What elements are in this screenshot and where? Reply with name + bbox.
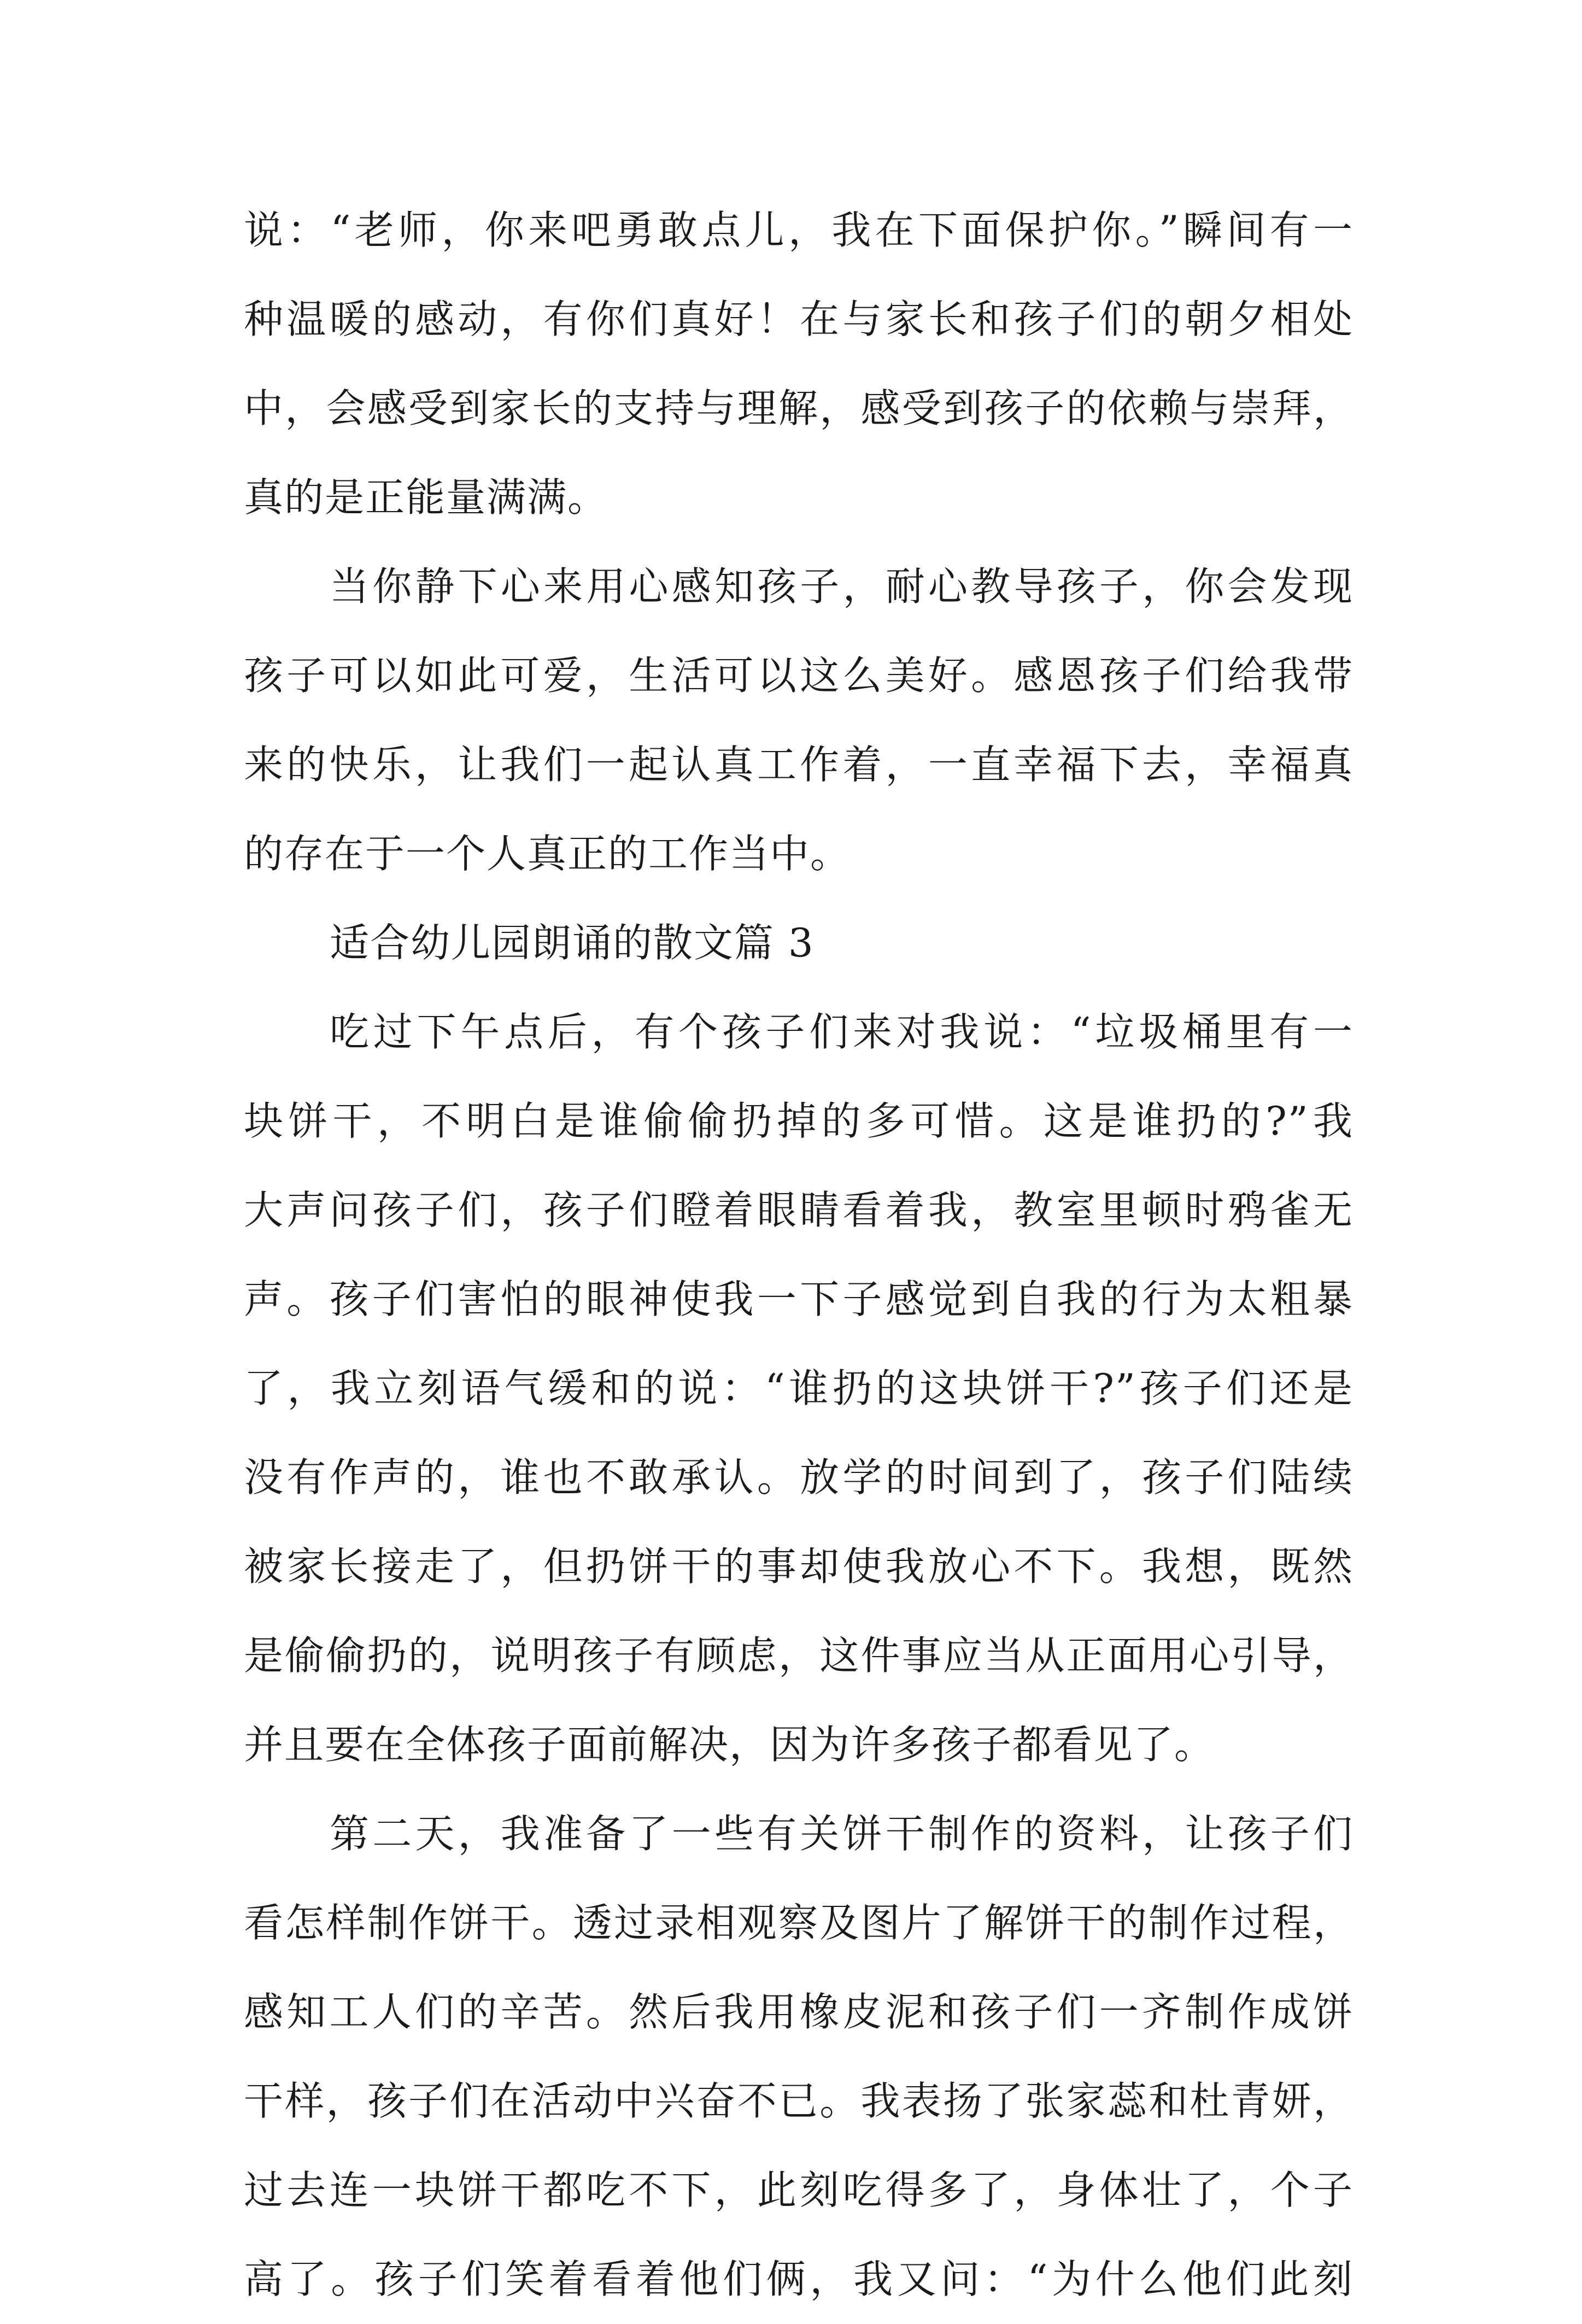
paragraph: [244, 186, 1354, 542]
text-line: 真的是正能量满满。: [244, 474, 608, 520]
text-line: 说：“老师，你来吧勇敢点儿，我在下面保护你。”瞬间有一: [244, 207, 1354, 253]
paragraph: [244, 988, 1354, 1789]
text-line: 被家长接走了，但扔饼干的事却使我放心不下。我想，既然: [244, 1544, 1354, 1589]
document-body: [244, 186, 1354, 2324]
text-line: 大声问孩子们，孩子们瞪着眼睛看着我，教室里顿时鸦雀无: [244, 1187, 1354, 1233]
text-line: 是偷偷扔的，说明孩子有顾虑，这件事应当从正面用心引导，: [244, 1633, 1354, 1679]
text-line: 干样，孩子们在活动中兴奋不已。我表扬了张家蕊和杜青妍，: [244, 2078, 1354, 2124]
text-line: 孩子可以如此可爱，生活可以这么美好。感恩孩子们给我带: [244, 653, 1354, 699]
text-line: 没有作声的，谁也不敢承认。放学的时间到了，孩子们陆续: [244, 1454, 1354, 1500]
text-line: 的存在于一个人真正的工作当中。: [244, 831, 851, 877]
text-line: 看怎样制作饼干。透过录相观察及图片了解饼干的制作过程，: [244, 1900, 1354, 1946]
text-line: 中，会感受到家长的支持与理解，感受到孩子的依赖与崇拜，: [244, 385, 1354, 431]
text-line: 第二天，我准备了一些有关饼干制作的资料，让孩子们: [330, 1811, 1354, 1857]
text-line: 声。孩子们害怕的眼神使我一下子感觉到自我的行为太粗暴: [244, 1276, 1354, 1322]
text-line: 吃过下午点后，有个孩子们来对我说：“垃圾桶里有一: [330, 1009, 1354, 1055]
text-line: 当你静下心来用心感知孩子，耐心教导孩子，你会发现: [330, 564, 1354, 609]
paragraph: [244, 1789, 1354, 2324]
section-heading: 适合幼儿园朗诵的散文篇 3: [330, 920, 815, 966]
text-line: 种温暖的感动，有你们真好！在与家长和孩子们的朝夕相处: [244, 296, 1354, 342]
text-line: 过去连一块饼干都吃不下，此刻吃得多了，身体壮了，个子: [244, 2167, 1354, 2213]
text-line: 了，我立刻语气缓和的说：“谁扔的这块饼干?”孩子们还是: [244, 1365, 1354, 1411]
paragraph: [244, 542, 1354, 899]
text-line: 感知工人们的辛苦。然后我用橡皮泥和孩子们一齐制作成饼: [244, 1989, 1354, 2035]
text-line: 块饼干，不明白是谁偷偷扔掉的多可惜。这是谁扔的?”我: [244, 1098, 1354, 1144]
text-line: 并且要在全体孩子面前解决，因为许多孩子都看见了。: [244, 1722, 1215, 1768]
text-line: 来的快乐，让我们一起认真工作着，一直幸福下去，幸福真: [244, 742, 1354, 788]
text-line: 高了。孩子们笑着看着他们俩，我又问：“为什么他们此刻: [244, 2256, 1354, 2302]
